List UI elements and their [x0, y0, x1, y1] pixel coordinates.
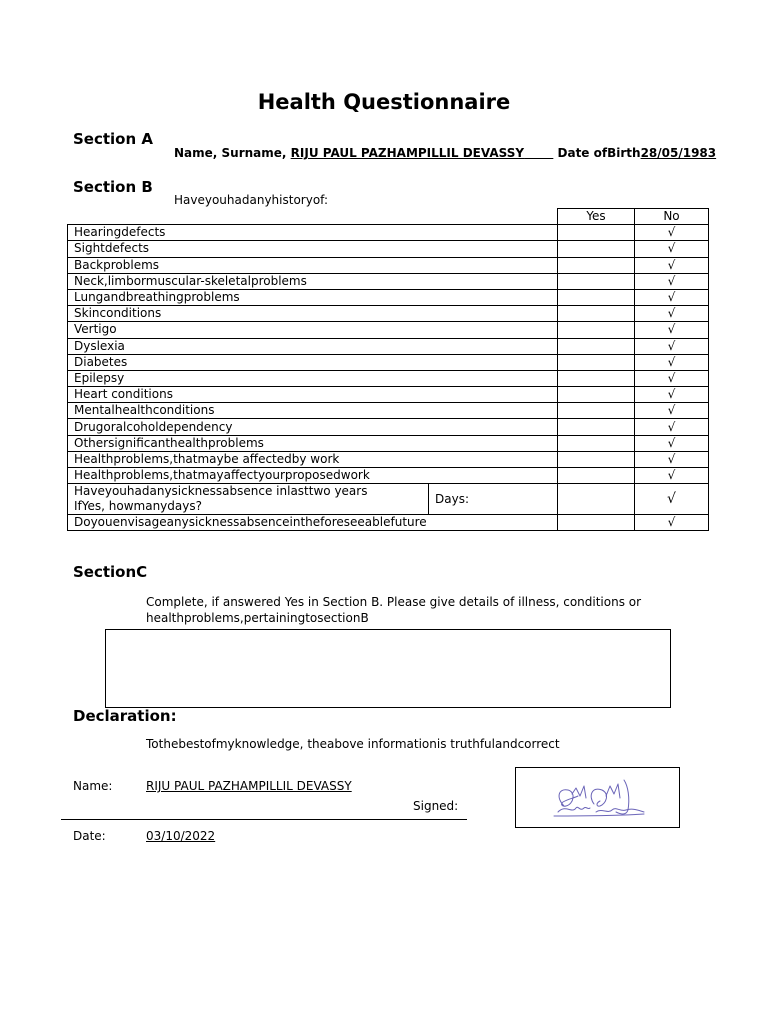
no-cell[interactable]: √: [635, 273, 709, 289]
yes-cell[interactable]: [558, 435, 635, 451]
no-cell[interactable]: √: [635, 338, 709, 354]
yes-cell[interactable]: [558, 354, 635, 370]
yes-cell[interactable]: [558, 370, 635, 386]
yes-cell[interactable]: [558, 257, 635, 273]
declaration-statement: Tothebestofmyknowledge, theabove informationis truthfulandcorrect: [146, 737, 560, 751]
table-row: [68, 354, 709, 370]
yes-cell[interactable]: [558, 306, 635, 322]
yes-cell[interactable]: [558, 289, 635, 305]
condition-label: Diabetes: [68, 354, 558, 370]
section-b-intro: Haveyouhadanyhistoryof:: [174, 193, 329, 207]
table-row: [68, 403, 709, 419]
sickness-absence-row: [68, 484, 709, 515]
no-cell[interactable]: √: [635, 451, 709, 467]
future-absence-row: [68, 515, 709, 531]
table-row: [68, 257, 709, 273]
declaration-heading: Declaration:: [73, 707, 177, 725]
sickness-days-question: IfYes, howmanydays?: [74, 499, 202, 514]
signature-image: [516, 768, 679, 827]
condition-label: Neck,limbormuscular-skeletalproblems: [68, 273, 558, 289]
section-a-heading: Section A: [73, 130, 153, 148]
dob-value: 28/05/1983: [640, 146, 717, 160]
table-header-row: [68, 209, 709, 225]
table-row: [68, 306, 709, 322]
table-row: [68, 370, 709, 386]
condition-label: Othersignificanthealthproblems: [68, 435, 558, 451]
name-surname-value: RIJU PAUL PAZHAMPILLIL DEVASSY: [290, 146, 525, 160]
yes-cell[interactable]: [558, 225, 635, 241]
yes-cell[interactable]: [558, 273, 635, 289]
yes-cell[interactable]: [558, 403, 635, 419]
table-row: [68, 322, 709, 338]
table-row: [68, 435, 709, 451]
condition-label: Backproblems: [68, 257, 558, 273]
days-cell[interactable]: Days:: [429, 484, 558, 515]
no-cell[interactable]: √: [635, 468, 709, 484]
header-blank-cell: [68, 209, 558, 225]
table-row: [68, 289, 709, 305]
history-table: [67, 208, 709, 531]
yes-cell[interactable]: [558, 241, 635, 257]
no-cell[interactable]: √: [635, 225, 709, 241]
no-cell[interactable]: √: [635, 515, 709, 531]
declaration-date-value: 03/10/2022: [146, 829, 216, 843]
yes-cell[interactable]: [558, 322, 635, 338]
declaration-name-value: RIJU PAUL PAZHAMPILLIL DEVASSY: [146, 779, 352, 793]
section-c-instruction-2: healthproblems,pertainingtosectionB: [146, 611, 369, 625]
table-row: [68, 225, 709, 241]
no-cell[interactable]: √: [635, 403, 709, 419]
table-row: [68, 387, 709, 403]
no-cell[interactable]: √: [635, 322, 709, 338]
section-a-line: [174, 146, 716, 160]
no-cell[interactable]: √: [635, 370, 709, 386]
signature-line: [61, 819, 467, 820]
yes-cell[interactable]: [558, 515, 635, 531]
yes-cell[interactable]: [558, 338, 635, 354]
signed-label: Signed:: [413, 799, 459, 813]
no-cell[interactable]: √: [635, 419, 709, 435]
section-c-heading: SectionC: [73, 563, 148, 581]
no-cell[interactable]: √: [635, 306, 709, 322]
table-row: [68, 273, 709, 289]
no-cell[interactable]: √: [635, 387, 709, 403]
table-row: [68, 419, 709, 435]
name-surname-label: Name, Surname,: [174, 146, 287, 160]
table-row: [68, 241, 709, 257]
condition-label: Sightdefects: [68, 241, 558, 257]
no-cell[interactable]: √: [635, 435, 709, 451]
sickness-absence-question: Haveyouhadanysicknessabsence inlasttwo years: [74, 484, 368, 499]
page-title: Health Questionnaire: [257, 90, 511, 114]
no-cell[interactable]: √: [635, 257, 709, 273]
condition-label: Hearingdefects: [68, 225, 558, 241]
signature-box: [515, 767, 680, 828]
condition-label: Heart conditions: [68, 387, 558, 403]
sickness-absence-label: [68, 484, 429, 515]
declaration-date-label: Date:: [73, 829, 106, 843]
table-row: [68, 451, 709, 467]
condition-label: Lungandbreathingproblems: [68, 289, 558, 305]
yes-cell[interactable]: [558, 419, 635, 435]
condition-label: Epilepsy: [68, 370, 558, 386]
details-box[interactable]: [105, 629, 671, 708]
yes-cell[interactable]: [558, 468, 635, 484]
yes-cell[interactable]: [558, 451, 635, 467]
dob-label: Date ofBirth: [557, 146, 641, 160]
condition-label: Mentalhealthconditions: [68, 403, 558, 419]
table-row: [68, 338, 709, 354]
condition-label: Drugoralcoholdependency: [68, 419, 558, 435]
col-no-header: No: [635, 209, 709, 225]
no-cell[interactable]: √: [635, 484, 709, 515]
name-underline-fill: [524, 146, 553, 160]
no-cell[interactable]: √: [635, 289, 709, 305]
condition-label: Doyouenvisageanysicknessabsenceintheforeseeablefuture: [68, 515, 558, 531]
yes-cell[interactable]: [558, 484, 635, 515]
table-row: [68, 468, 709, 484]
condition-label: Vertigo: [68, 322, 558, 338]
condition-label: Dyslexia: [68, 338, 558, 354]
no-cell[interactable]: √: [635, 241, 709, 257]
declaration-name-label: Name:: [73, 779, 113, 793]
section-b-heading: Section B: [73, 178, 153, 196]
condition-label: Skinconditions: [68, 306, 558, 322]
no-cell[interactable]: √: [635, 354, 709, 370]
section-c-instruction-1: Complete, if answered Yes in Section B. Please give details of illness, conditions or: [146, 595, 642, 609]
yes-cell[interactable]: [558, 387, 635, 403]
condition-label: Healthproblems,thatmayaffectyourproposedwork: [68, 468, 558, 484]
condition-label: Healthproblems,thatmaybe affectedby work: [68, 451, 558, 467]
col-yes-header: Yes: [558, 209, 635, 225]
